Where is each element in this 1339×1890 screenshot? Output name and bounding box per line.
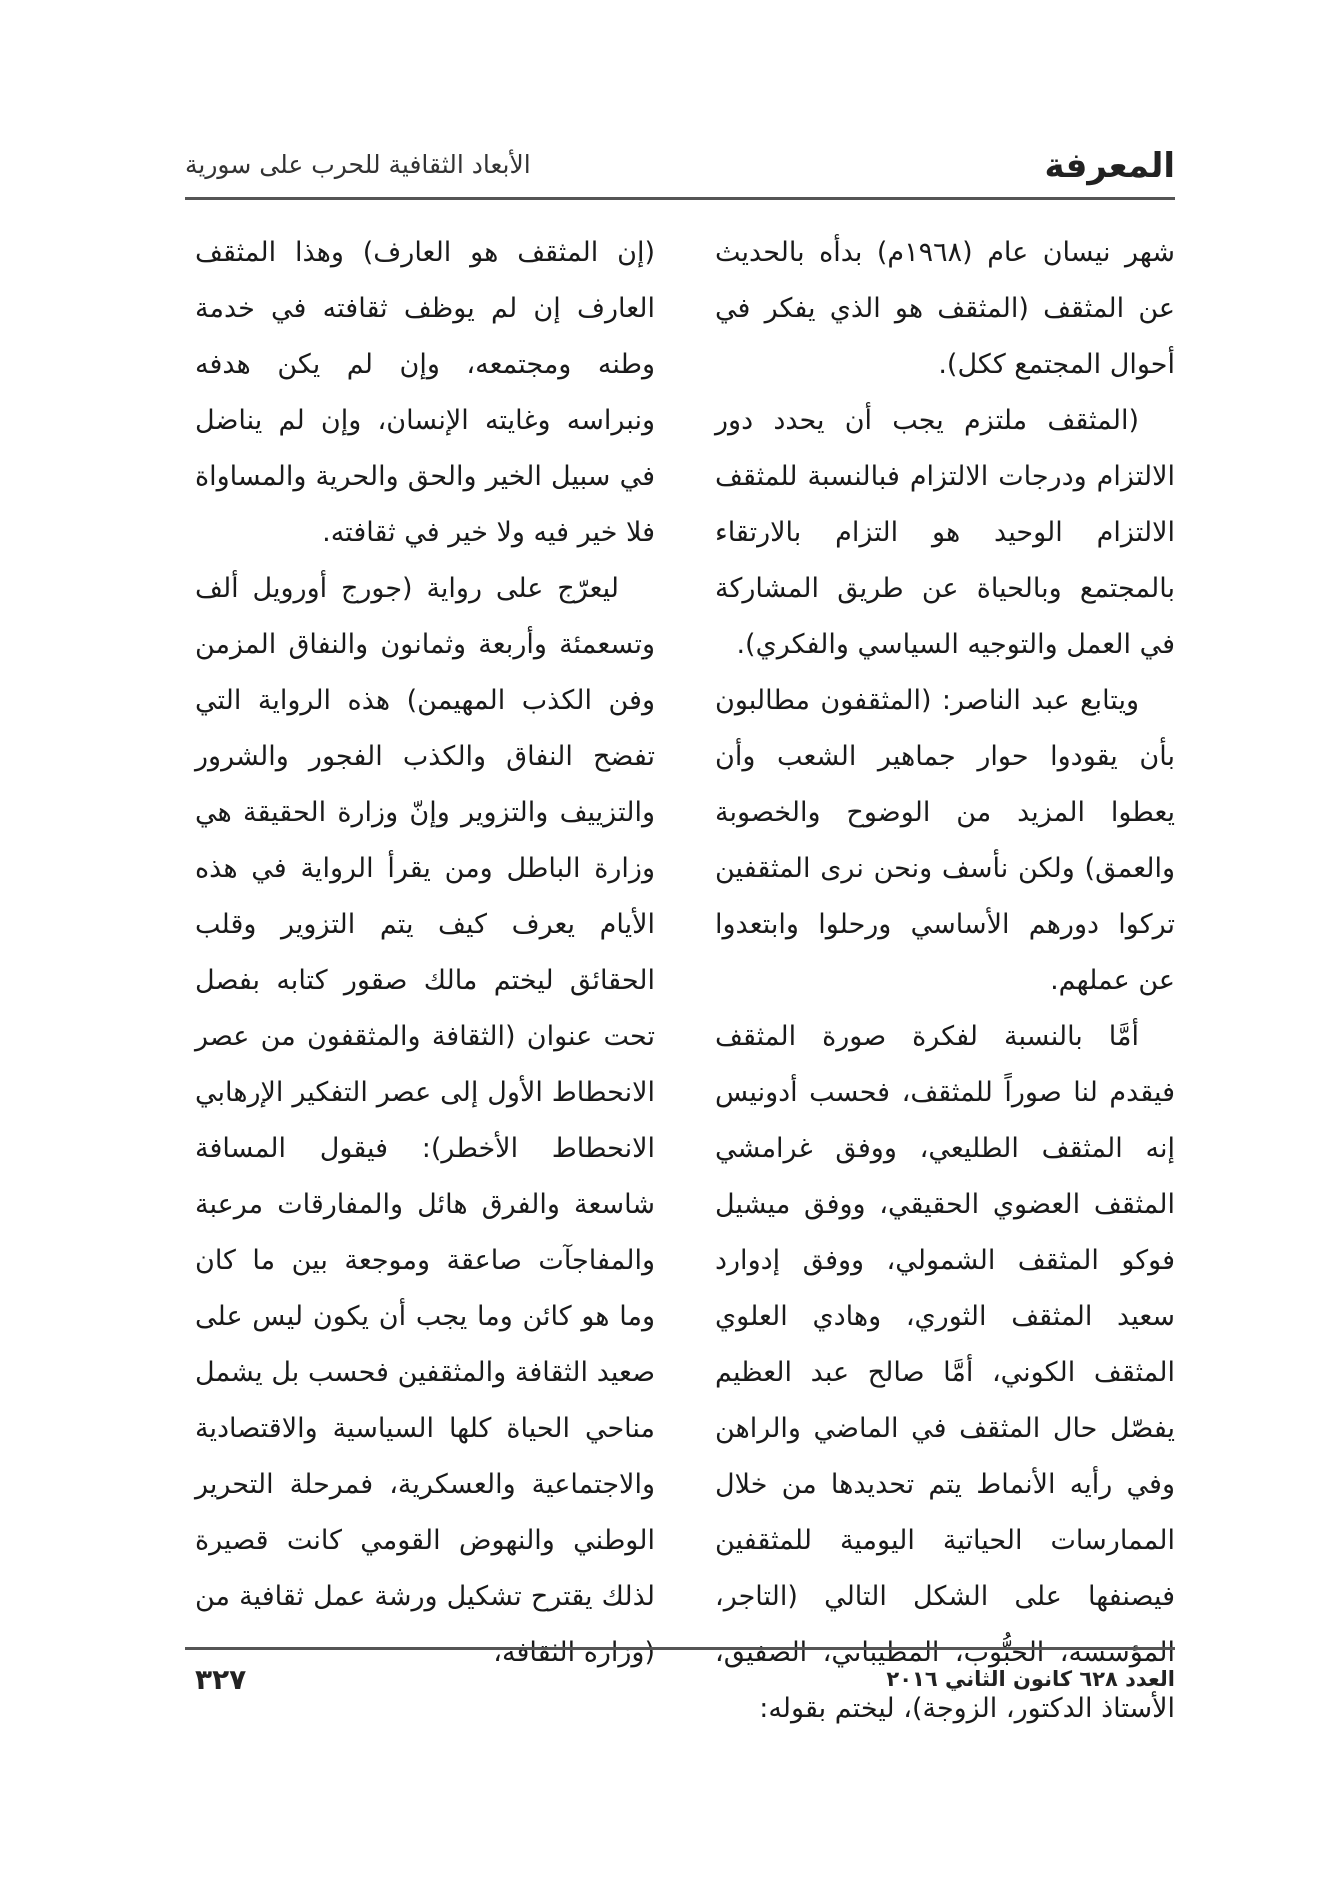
- running-title: الأبعاد الثقافية للحرب على سورية: [185, 150, 531, 179]
- magazine-logo: المعرفة: [1044, 146, 1175, 186]
- page-header: [185, 138, 1175, 200]
- page-footer: [185, 1647, 1175, 1707]
- paragraph: أمَّا بالنسبة لفكرة صورة المثقف فيقدم لنا صوراً للمثقف، فحسب أدونيس إنه المثقف الطليعي، ووفق غرامشي المثقف العضوي الحقيقي، ووفق ميشيل فوكو المثقف الشمولي، ووفق إدوارد سعيد المثقف الثوري، وهادي العلوي المثقف الكوني، أمَّا صالح عبد العظيم يفصّل حال المثقف في الماضي والراهن وفي رأيه الأنماط يتم تحديدها من خلال الممارسات الحياتية اليومية للمثقفين فيصنفها على الشكل التالي (التاجر، المؤسسة، الحبُّوب، المطيباتي، الصفيق، الأستاذ الدكتور، الزوجة)، ليختم بقوله:: [715, 1021, 1175, 1724]
- right-text-column: [715, 225, 1175, 1737]
- paragraph: (المثقف ملتزم يجب أن يحدد دور الالتزام ودرجات الالتزام فبالنسبة للمثقف الالتزام الوحيد هو التزام بالارتقاء بالمجتمع وبالحياة عن طريق المشاركة في العمل والتوجيه السياسي والفكري).: [715, 405, 1175, 660]
- footer-divider: [185, 1647, 1175, 1650]
- paragraph: (إن المثقف هو العارف) وهذا المثقف العارف إن لم يوظف ثقافته في خدمة وطنه ومجتمعه، وإن لم يكن هدفه ونبراسه وغايته الإنسان، وإن لم يناضل في سبيل الخير والحق والحرية والمساواة فلا خير فيه ولا خير في ثقافته.: [195, 237, 655, 548]
- paragraph: شهر نيسان عام (١٩٦٨م) بدأه بالحديث عن المثقف (المثقف هو الذي يفكر في أحوال المجتمع ككل).: [715, 237, 1175, 380]
- page-number: ٣٢٧: [195, 1663, 247, 1696]
- header-divider: [185, 197, 1175, 200]
- paragraph: ويتابع عبد الناصر: (المثقفون مطالبون بأن يقودوا حوار جماهير الشعب وأن يعطوا المزيد من الوضوح والخصوبة والعمق) ولكن نأسف ونحن نرى المثقفين تركوا دورهم الأساسي ورحلوا وابتعدوا عن عملهم.: [715, 685, 1175, 996]
- left-text-column: [195, 225, 655, 1681]
- issue-info: العدد ٦٢٨ كانون الثاني ٢٠١٦: [886, 1667, 1175, 1691]
- paragraph: ليعرّج على رواية (جورج أورويل ألف وتسعمئة وأربعة وثمانون والنفاق المزمن وفن الكذب المهيمن) هذه الرواية التي تفضح النفاق والكذب الفجور والشرور والتزييف والتزوير وإنّ وزارة الحقيقة هي وزارة الباطل ومن يقرأ الرواية في هذه الأيام يعرف كيف يتم التزوير وقلب الحقائق ليختم مالك صقور كتابه بفصل تحت عنوان (الثقافة والمثقفون من عصر الانحطاط الأول إلى عصر التفكير الإرهابي الانحطاط الأخطر): فيقول المسافة شاسعة والفرق هائل والمفارقات مرعبة والمفاجآت صاعقة وموجعة بين ما كان وما هو كائن وما يجب أن يكون ليس على صعيد الثقافة والمثقفين فحسب بل يشمل مناحي الحياة كلها السياسية والاقتصادية والاجتماعية والعسكرية، فمرحلة التحرير الوطني والنهوض القومي كانت قصيرة لذلك يقترح تشكيل ورشة عمل ثقافية من (وزارة الثقافة،: [195, 573, 655, 1668]
